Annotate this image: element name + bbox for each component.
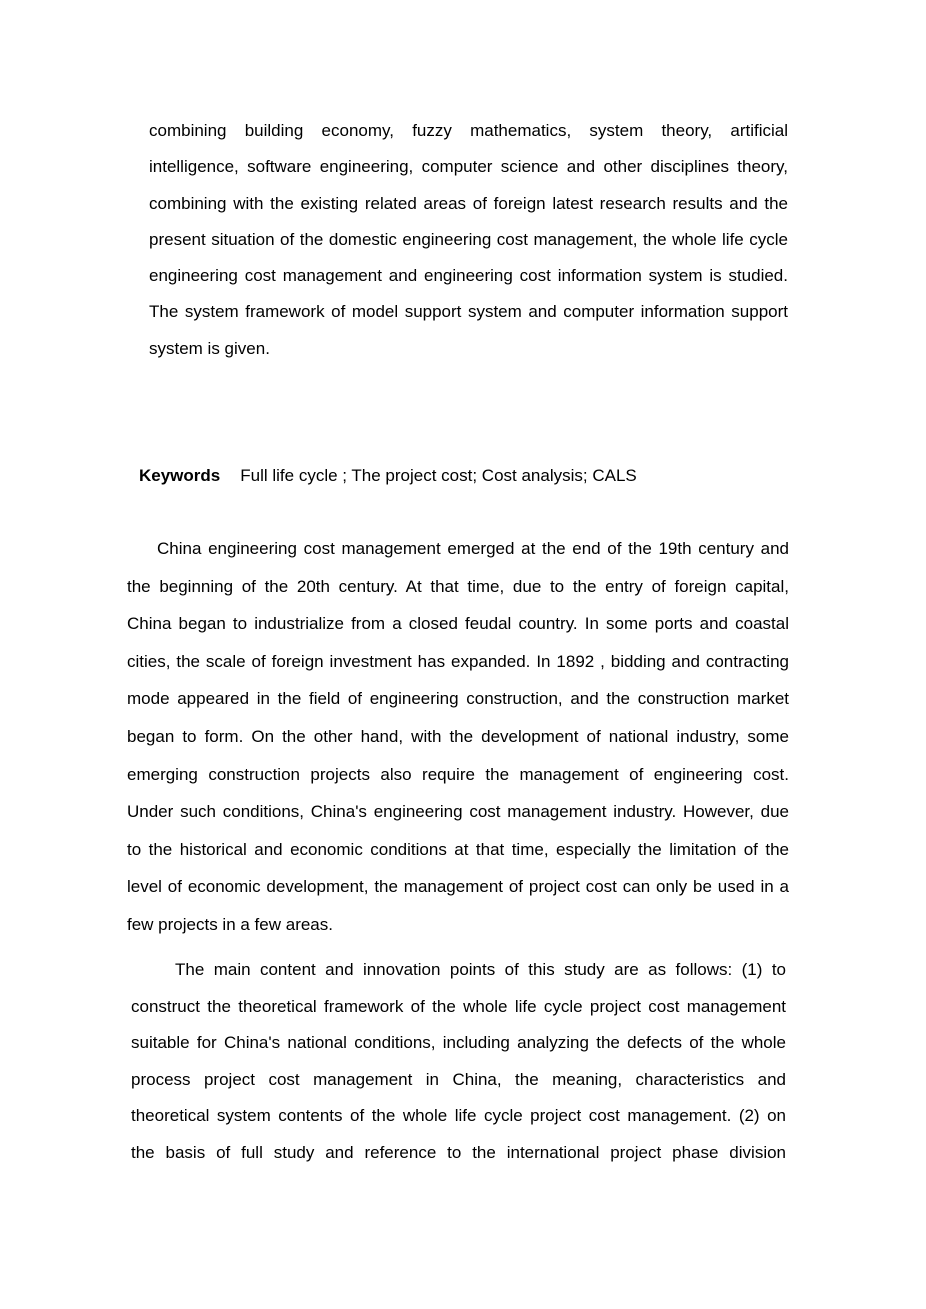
text-line bbox=[127, 906, 789, 944]
text-line bbox=[149, 186, 788, 222]
text-line bbox=[131, 1062, 786, 1099]
text-line-content: cities, the scale of foreign investment has expanded. In 1892 , bidding and contracting bbox=[127, 651, 789, 671]
text-line-content: The system framework of model support system and computer information support bbox=[149, 302, 788, 322]
keywords-text: Full life cycle ; The project cost; Cost analysis; CALS bbox=[240, 466, 637, 485]
text-line-content: began to form. On the other hand, with the development of national industry, some bbox=[127, 726, 789, 746]
text-line-content: intelligence, software engineering, computer science and other disciplines theory, bbox=[149, 157, 788, 177]
text-line bbox=[149, 222, 788, 258]
text-line-content: theoretical system contents of the whole life cycle project cost management. (2) on bbox=[131, 1106, 786, 1125]
text-line bbox=[127, 568, 789, 606]
text-line bbox=[127, 718, 789, 756]
text-line bbox=[149, 149, 788, 185]
text-line bbox=[127, 530, 789, 568]
text-line bbox=[131, 989, 786, 1026]
text-line bbox=[127, 605, 789, 643]
text-line-content: the beginning of the 20th century. At that time, due to the entry of foreign capital, bbox=[127, 576, 789, 596]
text-line bbox=[127, 831, 789, 869]
text-line bbox=[149, 331, 788, 367]
text-line-content: combining building economy, fuzzy mathematics, system theory, artificial bbox=[149, 121, 788, 140]
text-line-content: engineering cost management and engineering cost information system is studied. bbox=[149, 266, 788, 286]
text-line bbox=[127, 680, 789, 718]
text-line bbox=[131, 1098, 786, 1135]
text-line bbox=[149, 113, 788, 149]
text-line bbox=[127, 756, 789, 794]
history-paragraph bbox=[127, 530, 789, 944]
main-content-paragraph bbox=[131, 952, 786, 1171]
keywords-label: Keywords bbox=[139, 466, 221, 485]
text-line-content: level of economic development, the management of project cost can only be used in a bbox=[127, 877, 789, 897]
text-line bbox=[149, 294, 788, 330]
text-line-content: Under such conditions, China's engineering cost management industry. However, due bbox=[127, 802, 789, 822]
text-line bbox=[131, 1025, 786, 1062]
text-line-content: process project cost management in China, the meaning, characteristics and bbox=[131, 1069, 786, 1089]
text-line-content: present situation of the domestic engineering cost management, the whole life cycle bbox=[149, 229, 788, 249]
text-line bbox=[131, 952, 786, 989]
text-line-content: few projects in a few areas. bbox=[127, 914, 333, 934]
text-line-content: system is given. bbox=[149, 338, 270, 358]
text-line-content: the basis of full study and reference to the international project phase division bbox=[131, 1142, 786, 1162]
text-line bbox=[149, 258, 788, 294]
text-line bbox=[131, 1135, 786, 1172]
keywords-line bbox=[139, 461, 789, 491]
text-line bbox=[127, 643, 789, 681]
text-line-content: construct the theoretical framework of the whole life cycle project cost management bbox=[131, 996, 786, 1016]
text-line-content: mode appeared in the field of engineering construction, and the construction market bbox=[127, 689, 789, 709]
text-line-content: suitable for China's national conditions, including analyzing the defects of the whole bbox=[131, 1033, 786, 1052]
abstract-continuation-paragraph bbox=[149, 113, 788, 367]
text-line-content: China began to industrialize from a closed feudal country. In some ports and coastal bbox=[127, 614, 789, 634]
text-line-content: The main content and innovation points of this study are as follows: (1) to bbox=[175, 960, 786, 979]
text-line-content: China engineering cost management emerged at the end of the 19th century and bbox=[157, 539, 789, 558]
text-line bbox=[127, 868, 789, 906]
text-line-content: to the historical and economic conditions at that time, especially the limitation of the bbox=[127, 839, 789, 859]
text-line bbox=[127, 793, 789, 831]
text-line-content: combining with the existing related areas of foreign latest research results and the bbox=[149, 193, 788, 213]
text-line-content: emerging construction projects also require the management of engineering cost. bbox=[127, 764, 789, 784]
